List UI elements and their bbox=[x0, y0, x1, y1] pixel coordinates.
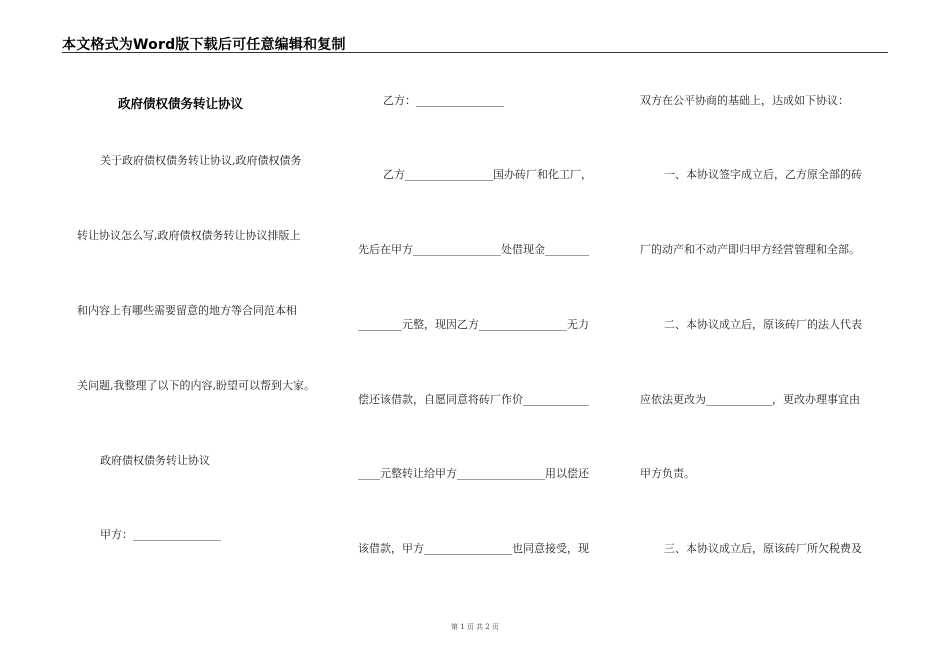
text-line: 三、本协议成立后，原该砖厂所欠税费及 bbox=[664, 542, 862, 555]
header-rule bbox=[62, 52, 888, 53]
text-line: 双方在公平协商的基础上，达成如下协议： bbox=[640, 94, 849, 107]
text-line: 和内容上有哪些需要留意的地方等合同范本相 bbox=[77, 304, 297, 317]
document-title: 政府债权债务转让协议 bbox=[118, 96, 244, 111]
text-line: 转让协议怎么写,政府债权债务转让协议排版上 bbox=[77, 229, 301, 242]
text-line: 二、本协议成立后，原该砖厂的法人代表 bbox=[664, 318, 862, 331]
text-line: 关问题,我整理了以下的内容,盼望可以帮到大家。 bbox=[77, 379, 315, 392]
text-line: 该借款，甲方________________也同意接受，现 bbox=[358, 542, 589, 555]
text-line: 先后在甲方________________处借现金________ bbox=[358, 243, 589, 256]
text-line: ________元整，现因乙方________________无力 bbox=[358, 318, 589, 331]
text-line: ____元整转让给甲方________________用以偿还 bbox=[358, 467, 589, 480]
text-line: 偿还该借款，自愿同意将砖厂作价____________ bbox=[358, 393, 589, 406]
text-line: 乙方：________________ bbox=[383, 94, 504, 107]
text-line: 乙方________________国办砖厂和化工厂， bbox=[383, 168, 592, 181]
text-line: 关于政府债权债务转让协议,政府债权债务 bbox=[100, 154, 302, 167]
text-line: 一、本协议签字成立后，乙方原全部的砖 bbox=[664, 168, 862, 181]
text-line: 甲方负责。 bbox=[640, 467, 695, 480]
text-line: 厂的动产和不动产即归甲方经营管理和全部。 bbox=[640, 243, 860, 256]
text-line: 应依法更改为____________，更改办理事宜由 bbox=[640, 393, 860, 406]
text-line: 甲方：________________ bbox=[100, 528, 221, 541]
text-line: 政府债权债务转让协议 bbox=[100, 454, 210, 467]
page-header-title: 本文格式为Word版下载后可任意编辑和复制 bbox=[62, 37, 346, 53]
page-number: 第 1 页 共 2 页 bbox=[450, 623, 500, 631]
